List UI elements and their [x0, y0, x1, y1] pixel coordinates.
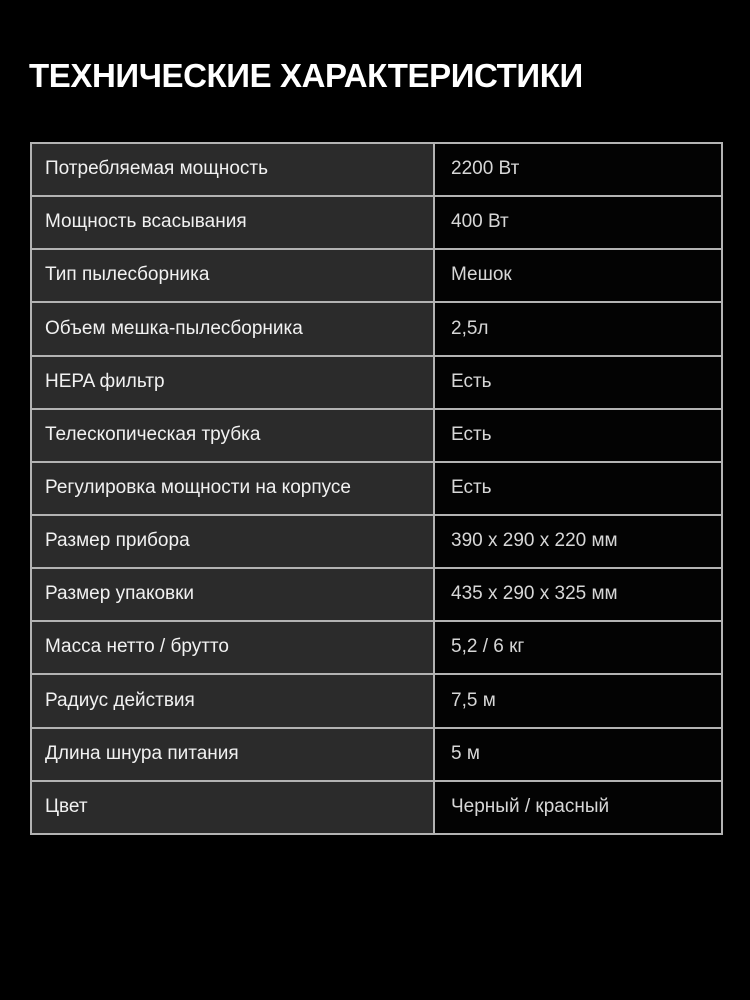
spec-value: 2,5л — [435, 303, 721, 354]
spec-table — [30, 142, 723, 835]
table-row — [32, 729, 721, 782]
table-row — [32, 303, 721, 356]
spec-value: 7,5 м — [435, 675, 721, 726]
spec-value: Есть — [435, 463, 721, 514]
spec-value: 400 Вт — [435, 197, 721, 248]
spec-value: 5 м — [435, 729, 721, 780]
spec-value: 5,2 / 6 кг — [435, 622, 721, 673]
table-row — [32, 782, 721, 833]
table-row — [32, 463, 721, 516]
spec-label: Размер упаковки — [32, 569, 435, 620]
spec-value: Мешок — [435, 250, 721, 301]
table-row — [32, 569, 721, 622]
table-row — [32, 516, 721, 569]
spec-label: Длина шнура питания — [32, 729, 435, 780]
spec-label: Регулировка мощности на корпусе — [32, 463, 435, 514]
spec-label: Объем мешка-пылесборника — [32, 303, 435, 354]
spec-value: 390 х 290 х 220 мм — [435, 516, 721, 567]
page-title: ТЕХНИЧЕСКИЕ ХАРАКТЕРИСТИКИ — [29, 57, 583, 94]
spec-label: Радиус действия — [32, 675, 435, 726]
spec-label: Потребляемая мощность — [32, 144, 435, 195]
table-row — [32, 250, 721, 303]
spec-value: Черный / красный — [435, 782, 721, 833]
table-row — [32, 197, 721, 250]
spec-value: 435 х 290 х 325 мм — [435, 569, 721, 620]
table-row — [32, 622, 721, 675]
spec-value: 2200 Вт — [435, 144, 721, 195]
spec-label: Телескопическая трубка — [32, 410, 435, 461]
spec-value: Есть — [435, 357, 721, 408]
table-row — [32, 675, 721, 728]
spec-label: HEPA фильтр — [32, 357, 435, 408]
spec-label: Размер прибора — [32, 516, 435, 567]
spec-label: Цвет — [32, 782, 435, 833]
spec-value: Есть — [435, 410, 721, 461]
table-row — [32, 410, 721, 463]
spec-label: Масса нетто / брутто — [32, 622, 435, 673]
table-row — [32, 144, 721, 197]
spec-label: Тип пылесборника — [32, 250, 435, 301]
spec-label: Мощность всасывания — [32, 197, 435, 248]
table-row — [32, 357, 721, 410]
